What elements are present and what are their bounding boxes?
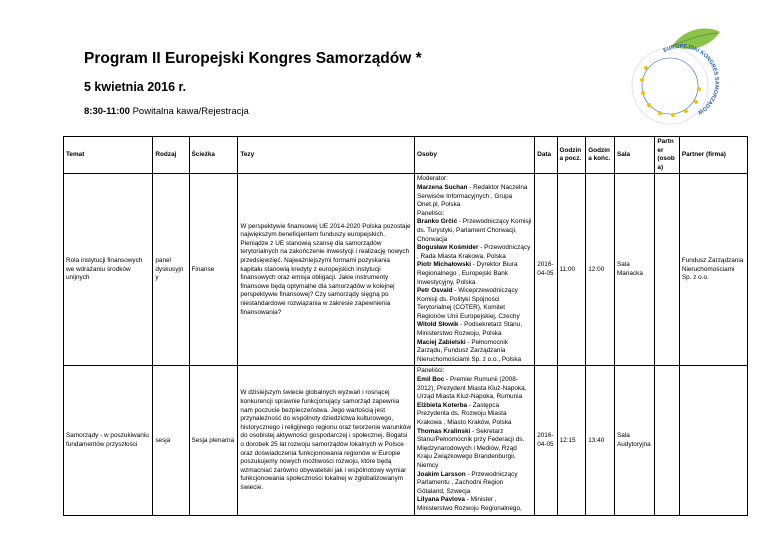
person-name: Maciej Zabielski (417, 338, 466, 346)
person-name: Piotr Michałowski (417, 261, 471, 269)
osoby-entry (417, 428, 532, 471)
person-name: Thomas Kralinski (417, 427, 471, 435)
person-desc: - Wiceprzewodniczący Komisji ds. Polityki Spójności Terytorialnej (COTER), Komitet Regionów Unii Europejskiej, Czechy (417, 287, 520, 320)
table-row (64, 366, 748, 516)
logo-text: EUROPEJSKI KONGRES SAMORZĄDÓW (662, 43, 720, 116)
osoby-entry (417, 339, 532, 365)
person-desc: - Premier Rumunii (2008-2012), Prezydent Miasta Kluż-Napoka, Urząd Miasta Kluż-Napoka, Rumunia (417, 376, 527, 401)
osoby-entry (417, 184, 532, 210)
welcome-text: Powitalna kawa/Rejestracja (132, 106, 249, 117)
osoby-entry (417, 287, 532, 321)
cell-tezy: W perspektywie finansowej UE 2014-2020 Polska pozostaje największym beneficjentem funduszy europejskich. Pieniądze z UE stanowią szansę dla samorządów terytorialnych na zakończenie inwestycji i realizację nowych przedsięwzięć. Najważniejszymi formami pozyskania kapitału stanowią kredyty z europejskich instytucji finansowych oraz emisja obligacji. Jakie instrumenty finansowe będą optymalne dla samorządów w kolejnej perspektywie finansowej? Czy samorządy sięgną po niestandardowe rozwiązania w zakresie zapewnienia finansowania? (238, 174, 415, 366)
person-name: Lilyana Pavlova (417, 496, 465, 504)
cell-godz-pocz: 12:15 (557, 366, 586, 516)
osoby-moderator-label: Moderator: (417, 175, 448, 183)
cell-godz-konc: 12:00 (586, 174, 615, 366)
cell-temat: Samorządy - w poszukiwaniu fundamentów przyszłości (64, 366, 153, 516)
cell-godz-konc: 13:40 (586, 366, 615, 516)
cell-godz-pocz: 11:00 (557, 174, 586, 366)
person-desc: - Podsekretarz Stanu, Ministerstwo Rozwoju, Polska (417, 321, 523, 338)
person-desc: - Dyrektor Biura Regionalnego , Europejski Bank Inwestycyjny, Polska (417, 261, 518, 286)
page-title: Program II Europejski Kongres Samorządów * (84, 50, 422, 67)
cell-osoby (415, 366, 535, 516)
header-godz-konc: Godzina końc. (586, 137, 615, 174)
cell-osoby (415, 174, 535, 366)
welcome-time: 8:30-11:00 (84, 106, 130, 117)
table-row (64, 174, 748, 366)
osoby-panelists-label: Paneliści: (417, 367, 445, 375)
person-desc: - Minister , Ministerstwo Rozwoju Regionalnego, (417, 496, 522, 512)
welcome-line (84, 106, 249, 117)
cell-data: 2016-04-05 (535, 174, 557, 366)
osoby-entry (417, 218, 532, 244)
person-desc: - Pełnomocnik Zarządu, Fundusz Zarządzania Nieruchomościami Sp. z o.o., Polska (417, 338, 522, 363)
cell-partner-osoba (655, 366, 679, 516)
osoby-panelists-label: Paneliści: (417, 209, 445, 217)
cell-data: 2016-04-05 (535, 366, 557, 516)
header-data: Data (535, 137, 557, 174)
person-desc: - Zastępca Prezydenta ds. Rozwoju Miasta Krakowa , Miasto Kraków, Polska (417, 401, 512, 426)
cell-partner-firma (679, 366, 747, 516)
person-name: Elżbieta Koterba (417, 401, 468, 409)
cell-sala: Sala Mariacka (614, 174, 654, 366)
congress-logo (606, 18, 726, 130)
person-desc: - Redaktor Naczelna Serwisów Informacyjnych , Grupa Onet.pl, Polska (417, 183, 528, 209)
event-date: 5 kwietnia 2016 r. (84, 80, 187, 94)
person-name: Marzena Suchan (417, 183, 468, 191)
header-tezy: Tezy (238, 137, 415, 174)
person-name: Joakim Larsson (417, 470, 466, 478)
person-desc: - Sekretarz Stanu/Pełnomocnik przy Federacji ds. Międzynarodowych i Mediów, Rząd Kraju Związkowego Brandenburgii, Niemcy (417, 427, 525, 469)
osoby-entry (417, 402, 532, 428)
header-partner-firma: Partner (firma) (679, 137, 747, 174)
header-osoby: Osoby (415, 137, 535, 174)
person-desc: - Przewodniczący , Rada Miasta Krakowa, Polska (417, 244, 531, 260)
person-desc: - Przewodniczący Parlamentu , Zachodni Region Götaland, Szwecja (417, 470, 518, 495)
osoby-entry (417, 496, 532, 513)
person-name: Bogusław Kośmider (417, 244, 479, 252)
osoby-entry (417, 376, 532, 402)
cell-tezy: W dzisiejszym świecie globalnych wyzwań i rosnącej konkurencji sprawnie funkcjonujący samorząd zapewnia nam poczucie bezpieczeństwa. Jego wartością jest przynależność do wspólnoty dziedzictwa kulturowego, historycznego i religijnego regionu oraz tworzenie warunków do osobistej aktywności gospodarczej i społecznej. Bogatsi o dorobek 25 lat rozwoju samorządów lokalnych w Polsce oraz doświadczenia funkcjonowania regionów w Europie poszukujemy nowych możliwości rozwoju, które będą wzmacniać zarówno obywatelski jak i wspólnotowy wymiar funkcjonowania społeczności lokalnej w zglobalizowanym świecie. (238, 366, 415, 516)
cell-temat: Rola instytucji finansowych we wdrażaniu środków unijnych (64, 174, 153, 366)
cell-rodzaj: sesja (153, 366, 189, 516)
cell-sciezka: Sesja plenarna (189, 366, 238, 516)
table-header-row (64, 137, 748, 174)
header-godz-pocz: Godzina pocz. (557, 137, 586, 174)
cell-rodzaj: panel dyskusyjny (153, 174, 189, 366)
cell-partner-osoba (655, 174, 679, 366)
osoby-entry (417, 321, 532, 338)
schedule-table (63, 136, 748, 516)
person-name: Emil Boc (417, 376, 445, 384)
header-sala: Sala (614, 137, 654, 174)
person-name: Branko Grčić (417, 218, 458, 226)
osoby-entry (417, 261, 532, 287)
header-temat: Temat (64, 137, 153, 174)
cell-partner-firma: Fundusz Zarządzania Nieruchomościami Sp. z o.o. (679, 174, 747, 366)
cell-sciezka: Finanse (189, 174, 238, 366)
osoby-entry (417, 244, 532, 261)
header-sciezka: Ścieżka (189, 137, 238, 174)
osoby-entry (417, 471, 532, 497)
header-partner-osoba: Partner (osoba) (655, 137, 679, 174)
cell-sala: Sala Audytoryjna (614, 366, 654, 516)
header-rodzaj: Rodzaj (153, 137, 189, 174)
person-name: Petr Osvald (417, 287, 453, 295)
person-desc: - Przewodniczący Komisji ds. Turystyki, Parlament Chorwacji, Chorwacja (417, 218, 532, 243)
person-name: Witold Słowik (417, 321, 459, 329)
